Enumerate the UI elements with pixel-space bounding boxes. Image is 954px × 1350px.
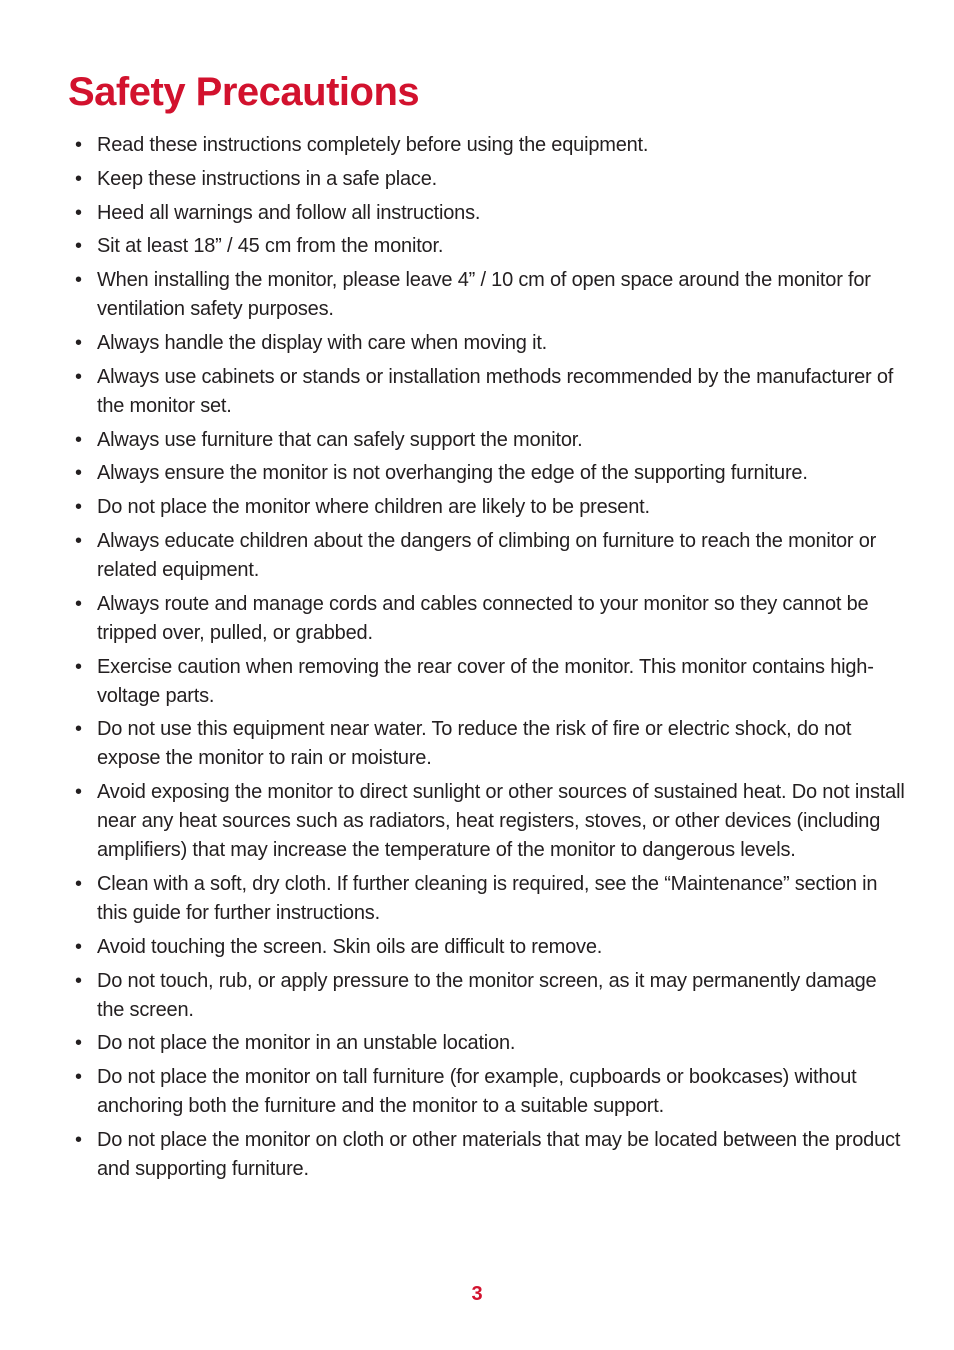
- bullet-icon: •: [75, 134, 82, 156]
- list-item: [75, 1126, 905, 1184]
- page-title: Safety Precautions: [68, 70, 420, 114]
- bullet-icon: •: [75, 1066, 82, 1089]
- list-item-text: Keep these instructions in a safe place.: [97, 167, 437, 190]
- list-item-text: Do not touch, rub, or apply pressure to the monitor screen, as it may permanently damage the screen.: [97, 969, 877, 1021]
- bullet-icon: •: [75, 1032, 82, 1055]
- page-number: 3: [471, 1283, 483, 1305]
- list-item: [75, 493, 905, 522]
- list-item: [75, 199, 905, 228]
- bullet-icon: •: [75, 872, 82, 895]
- precautions-list: [75, 131, 905, 1189]
- list-item: [75, 715, 905, 773]
- list-item-text: Always use cabinets or stands or installation methods recommended by the manufacturer of the monitor set.: [97, 365, 894, 417]
- list-item: [75, 266, 905, 324]
- list-item-text: When installing the monitor, please leave 4” / 10 cm of open space around the monitor for ventilation safety purposes.: [97, 269, 871, 321]
- list-item-text: Always handle the display with care when moving it.: [97, 331, 548, 354]
- list-item: [75, 232, 905, 261]
- list-item-text: Sit at least 18” / 45 cm from the monitor.: [97, 235, 444, 258]
- list-item-text: Do not use this equipment near water. To reduce the risk of fire or electric shock, do not expose the monitor to rain or moisture.: [97, 718, 852, 770]
- list-item-text: Do not place the monitor where children are likely to be present.: [97, 496, 650, 519]
- list-item: [75, 653, 905, 711]
- list-item-text: Clean with a soft, dry cloth. If further cleaning is required, see the “Maintenance” section in this guide for further instructions.: [97, 872, 878, 924]
- list-item: [75, 527, 905, 585]
- list-item-text: Heed all warnings and follow all instructions.: [97, 201, 481, 224]
- list-item-text: Read these instructions completely before using the equipment.: [97, 134, 649, 156]
- list-item: [75, 1029, 905, 1058]
- bullet-icon: •: [75, 529, 82, 552]
- list-item: [75, 1063, 905, 1121]
- bullet-icon: •: [75, 655, 82, 678]
- bullet-icon: •: [75, 167, 82, 190]
- list-item-text: Do not place the monitor in an unstable location.: [97, 1032, 516, 1055]
- list-item: [75, 459, 905, 488]
- bullet-icon: •: [75, 331, 82, 354]
- bullet-icon: •: [75, 969, 82, 992]
- list-item-text: Do not place the monitor on tall furniture (for example, cupboards or bookcases) without anchoring both the furniture and the monitor to a suitable support.: [97, 1066, 857, 1118]
- bullet-icon: •: [75, 935, 82, 958]
- bullet-icon: •: [75, 201, 82, 224]
- list-item: [75, 329, 905, 358]
- list-item: [75, 165, 905, 194]
- list-item-text: Exercise caution when removing the rear cover of the monitor. This monitor contains high-voltage parts.: [97, 655, 874, 707]
- list-item: [75, 426, 905, 455]
- list-item: [75, 870, 905, 928]
- list-item-text: Always educate children about the dangers of climbing on furniture to reach the monitor or related equipment.: [97, 529, 877, 581]
- list-item-text: Avoid touching the screen. Skin oils are difficult to remove.: [97, 935, 603, 958]
- list-item: [75, 590, 905, 648]
- bullet-icon: •: [75, 365, 82, 388]
- bullet-icon: •: [75, 235, 82, 258]
- bullet-icon: •: [75, 781, 82, 804]
- bullet-icon: •: [75, 592, 82, 615]
- list-item: [75, 363, 905, 421]
- list-item-text: Do not place the monitor on cloth or other materials that may be located between the product and supporting furniture.: [97, 1128, 901, 1180]
- list-item: [75, 778, 905, 865]
- bullet-icon: •: [75, 462, 82, 485]
- list-item-text: Always ensure the monitor is not overhanging the edge of the supporting furniture.: [97, 462, 808, 485]
- list-item: [75, 967, 905, 1025]
- list-item-text: Always route and manage cords and cables connected to your monitor so they cannot be tripped over, pulled, or grabbed.: [97, 592, 869, 644]
- bullet-icon: •: [75, 496, 82, 519]
- list-item: [75, 933, 905, 962]
- list-item-text: Avoid exposing the monitor to direct sunlight or other sources of sustained heat. Do not install near any heat sources such as radiators, heat registers, stoves, or other devices (including amplifiers) that may increase the temperature of the monitor to dangerous levels.: [97, 781, 905, 862]
- bullet-icon: •: [75, 428, 82, 451]
- list-item: [75, 131, 905, 160]
- bullet-icon: •: [75, 718, 82, 741]
- bullet-icon: •: [75, 269, 82, 292]
- list-item-text: Always use furniture that can safely support the monitor.: [97, 428, 583, 451]
- bullet-icon: •: [75, 1128, 82, 1151]
